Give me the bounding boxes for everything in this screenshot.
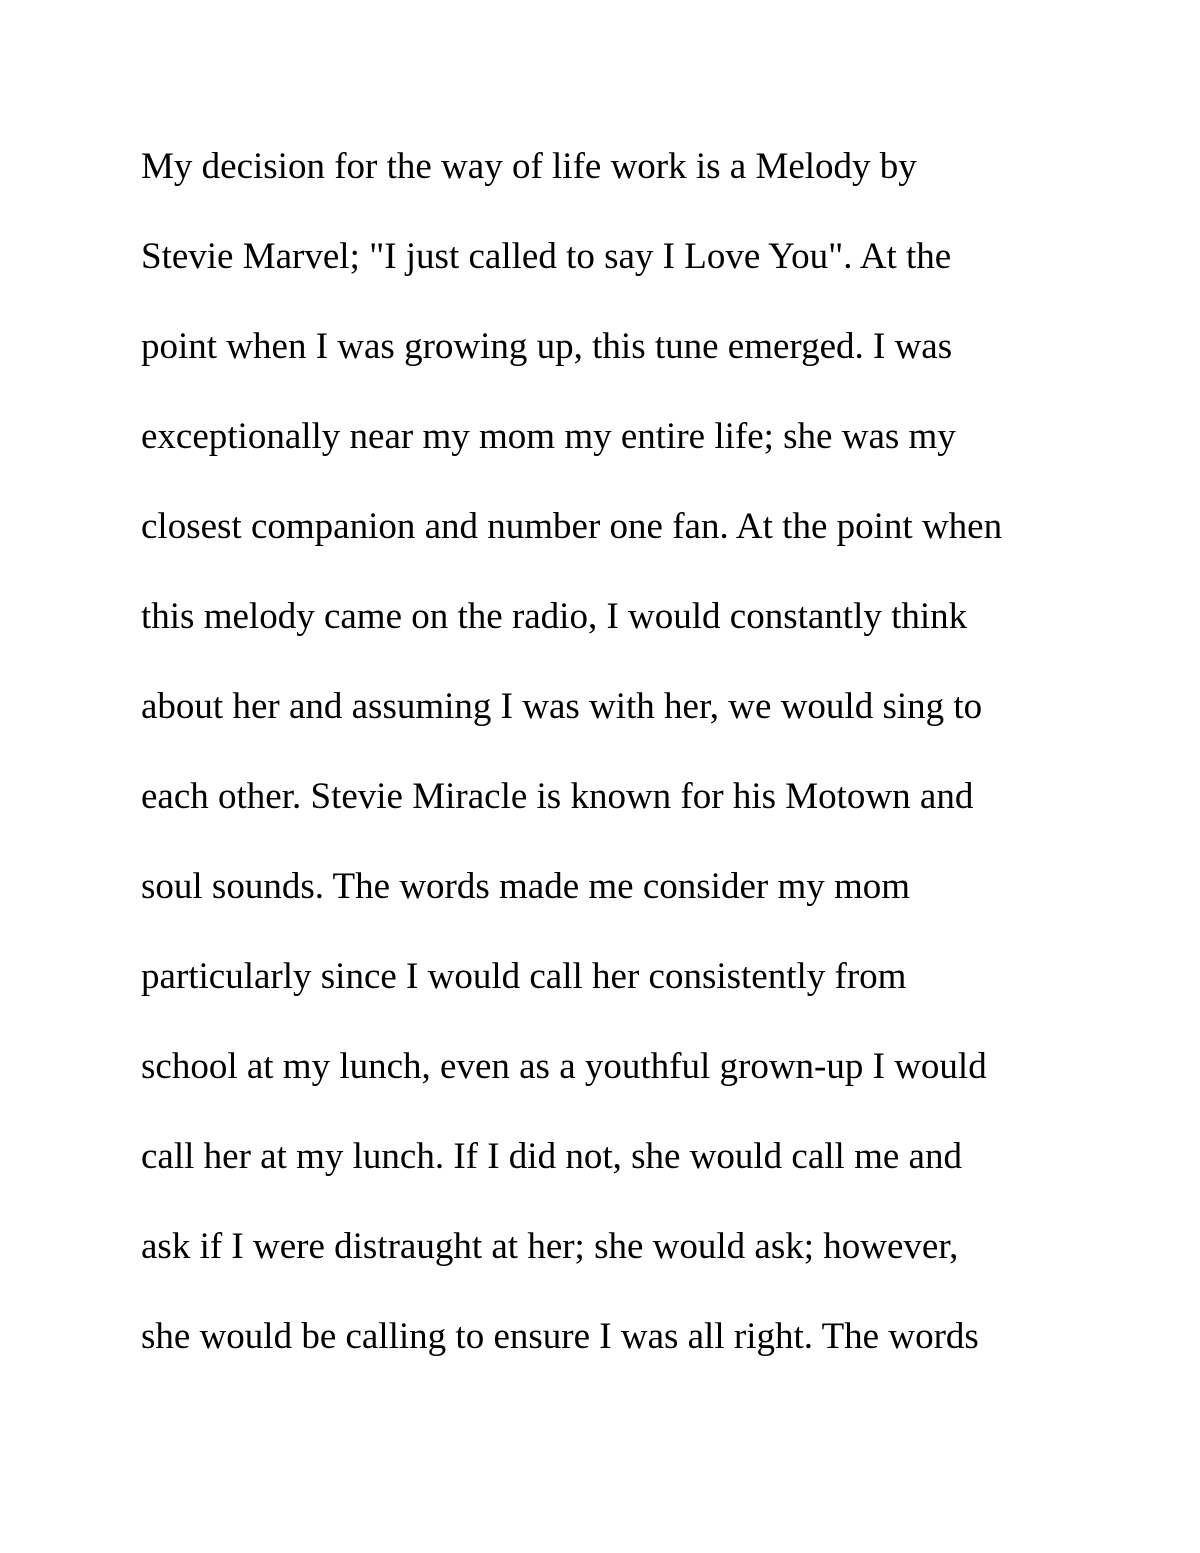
- text-line: this melody came on the radio, I would constantly think: [141, 596, 968, 637]
- text-line: particularly since I would call her consistently from: [141, 956, 907, 997]
- text-line: point when I was growing up, this tune emerged. I was: [141, 326, 953, 367]
- text-line: ask if I were distraught at her; she would ask; however,: [141, 1226, 959, 1267]
- text-line: school at my lunch, even as a youthful grown-up I would: [141, 1046, 987, 1087]
- text-line: My decision for the way of life work is a Melody by: [141, 146, 917, 187]
- text-line: Stevie Marvel; "I just called to say I Love You". At the: [141, 236, 952, 277]
- text-line: she would be calling to ensure I was all right. The words: [141, 1316, 979, 1357]
- document-body: [141, 138, 1101, 1398]
- text-line: exceptionally near my mom my entire life; she was my: [141, 416, 956, 457]
- text-line: about her and assuming I was with her, we would sing to: [141, 686, 983, 727]
- text-line: call her at my lunch. If I did not, she would call me and: [141, 1136, 962, 1177]
- text-line: each other. Stevie Miracle is known for his Motown and: [141, 776, 974, 817]
- text-line: soul sounds. The words made me consider my mom: [141, 866, 911, 907]
- text-line: closest companion and number one fan. At the point when: [141, 506, 1003, 547]
